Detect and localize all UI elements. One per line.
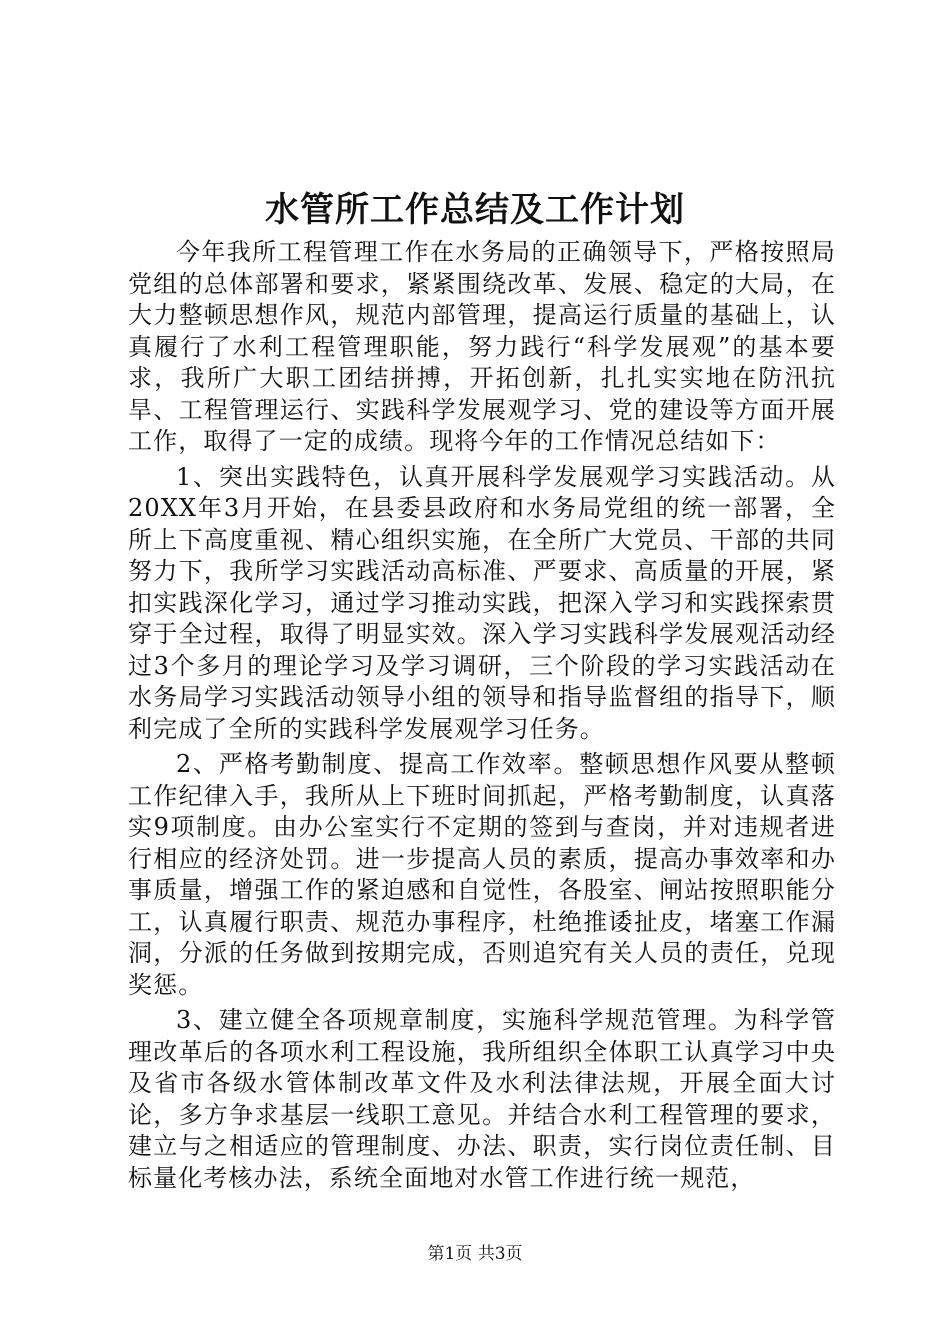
paragraph-intro: 今年我所工程管理工作在水务局的正确领导下，严格按照局党组的总体部署和要求，紧紧围绕改革、发展、稳定的大局，在大力整顿思想作风，规范内部管理，提高运行质量的基础上，认真履行了水利工程管理职能，努力践行“科学发展观”的基本要求，我所广大职工团结拼搏，开拓创新，扎扎实实地在防汛抗旱、工程管理运行、实践科学发展观学习、党的建设等方面开展工作，取得了一定的成绩。现将今年的工作情况总结如下： <box>128 238 836 455</box>
paragraph-item-1: 1、突出实践特色，认真开展科学发展观学习实践活动。从20XX年3月开始，在县委县政府和水务局党组的统一部署，全所上下高度重视、精心组织实施，在全所广大党员、干部的共同努力下，我所学习实践活动高标准、严要求、高质量的开展，紧扣实践深化学习，通过学习推动实践，把深入学习和实践探索贯穿于全过程，取得了明显实效。深入学习实践科学发展观活动经过3个多月的理论学习及学习调研，三个阶段的学习实践活动在水务局学习实践活动领导小组的领导和指导监督组的指导下，顺利完成了全所的实践科学发展观学习任务。 <box>128 462 836 743</box>
paragraph-item-2: 2、严格考勤制度、提高工作效率。整顿思想作风要从整顿工作纪律入手，我所从上下班时间抓起，严格考勤制度，认真落实9项制度。由办公室实行不定期的签到与查岗，并对违规者进行相应的经济处罚。进一步提高人员的素质，提高办事效率和办事质量，增强工作的紧迫感和自觉性，各股室、闸站按照职能分工，认真履行职责、规范办事程序，杜绝推诿扯皮，堵塞工作漏洞，分派的任务做到按期完成，否则追究有关人员的责任，兑现奖惩。 <box>128 750 836 999</box>
document-title: 水管所工作总结及工作计划 <box>265 190 685 230</box>
document-body <box>128 237 836 1198</box>
paragraph-item-3: 3、建立健全各项规章制度，实施科学规范管理。为科学管理改革后的各项水利工程设施，我所组织全体职工认真学习中央及省市各级水管体制改革文件及水利法律法规，开展全面大讨论，多方争求基层一线职工意见。并结合水利工程管理的要求，建立与之相适应的管理制度、办法、职责，实行岗位责任制、目标量化考核办法，系统全面地对水管工作进行统一规范， <box>128 1006 836 1192</box>
page-footer: 第1页 共3页 <box>427 1244 523 1264</box>
